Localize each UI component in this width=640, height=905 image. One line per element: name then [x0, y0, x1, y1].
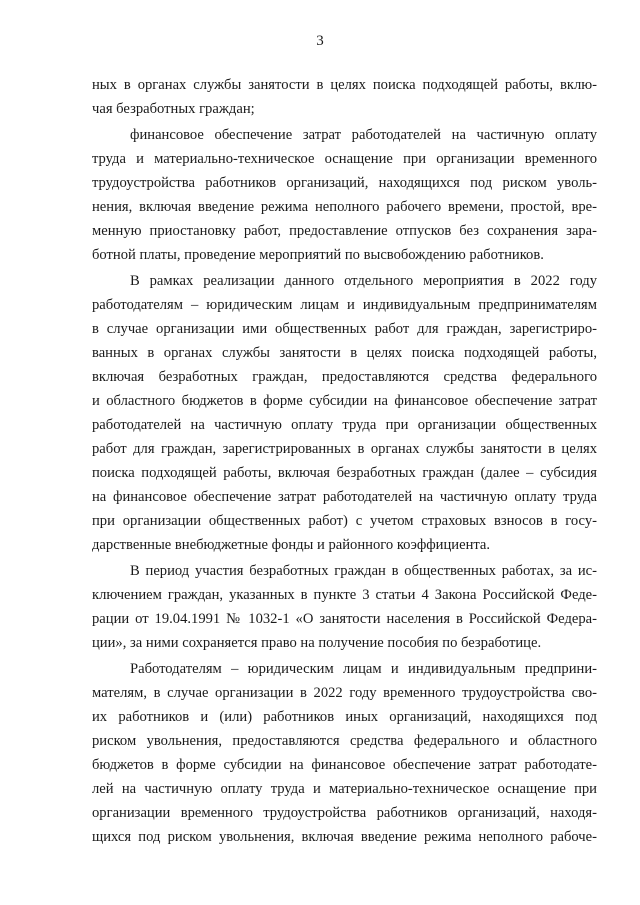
- text-line: ключением граждан, указанных в пункте 3 статьи 4 Закона Российской Феде-: [92, 587, 597, 603]
- text-line: бюджетов в форме субсидии на финансовое обеспечение затрат работодате-: [92, 757, 597, 773]
- text-line: труда и материально-техническое оснащение при организации временного: [92, 151, 597, 167]
- text-line: мателям, в случае организации в 2022 году временного трудоустройства сво-: [92, 685, 597, 701]
- text-line: Работодателям – юридическим лицам и индивидуальным предприни-: [130, 661, 597, 677]
- text-line: трудоустройства работников организаций, находящихся под риском уволь-: [92, 175, 597, 191]
- text-line: при организации общественных работ) с учетом страховых взносов в госу-: [92, 513, 597, 529]
- text-line: поиска подходящей работы, включая безработных граждан (далее – субсидия: [92, 465, 597, 481]
- text-line: ботной платы, проведение мероприятий по высвобождению работников.: [92, 247, 544, 263]
- text-line: работодателей на частичную оплату труда при организации общественных: [92, 417, 597, 433]
- text-line: чая безработных граждан;: [92, 101, 255, 117]
- text-line: щихся под риском увольнения, включая введение режима неполного рабоче-: [92, 829, 597, 845]
- text-line: на финансовое обеспечение затрат работодателей на частичную оплату труда: [92, 489, 597, 505]
- text-line: и областного бюджетов в форме субсидии на финансовое обеспечение затрат: [92, 393, 597, 409]
- page-number: 3: [316, 33, 324, 49]
- text-line: их работников и (или) работников иных организаций, находящихся под: [92, 709, 597, 725]
- text-line: лей на частичную оплату труда и материально-техническое оснащение при: [92, 781, 597, 797]
- text-line: работодателям – юридическим лицам и индивидуальным предпринимателям: [92, 297, 597, 313]
- text-line: риском увольнения, предоставляются средства федерального и областного: [92, 733, 597, 749]
- text-line: включая безработных граждан, предоставляются средства федерального: [92, 369, 597, 385]
- text-line: ции», за ними сохраняется право на получение пособия по безработице.: [92, 635, 542, 651]
- text-line: организации временного трудоустройства работников организаций, находя-: [92, 805, 597, 821]
- text-line: В рамках реализации данного отдельного мероприятия в 2022 году: [130, 273, 597, 289]
- text-line: В период участия безработных граждан в общественных работах, за ис-: [130, 563, 597, 579]
- text-line: в случае организации ими общественных работ для граждан, зарегистриро-: [92, 321, 597, 337]
- text-line: ванных в органах службы занятости в целях поиска подходящей работы,: [92, 345, 597, 361]
- text-line: дарственные внебюджетные фонды и районного коэффициента.: [92, 537, 491, 553]
- text-line: работ для граждан, зарегистрированных в органах службы занятости в целях: [92, 441, 597, 457]
- text-line: ных в органах службы занятости в целях поиска подходящей работы, вклю-: [92, 77, 597, 93]
- text-line: рации от 19.04.1991 № 1032-1 «О занятости населения в Российской Федера-: [92, 611, 597, 627]
- text-line: менную приостановку работ, предоставление отпусков без сохранения зара-: [92, 223, 597, 239]
- text-line: нения, включая введение режима неполного рабочего времени, простой, вре-: [92, 199, 597, 215]
- text-line: финансовое обеспечение затрат работодателей на частичную оплату: [130, 127, 597, 143]
